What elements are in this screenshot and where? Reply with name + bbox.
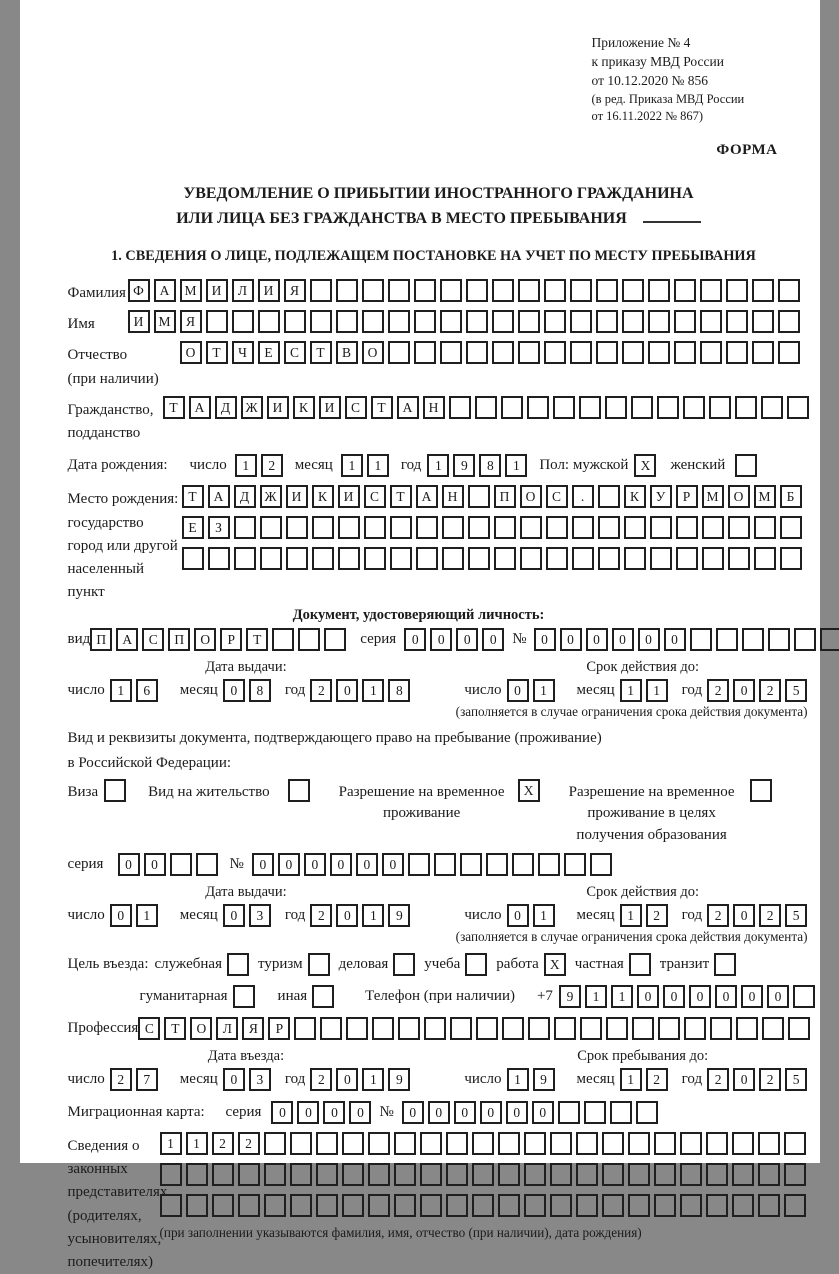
- series-label: серия: [226, 1102, 262, 1123]
- stay-month-boxes[interactable]: 1 2: [620, 1068, 672, 1091]
- migration-card-row: [68, 1101, 810, 1124]
- day-label: число: [68, 1069, 105, 1090]
- sex-female-label: женский: [670, 455, 725, 476]
- birth-year-boxes[interactable]: 1 9 8 1: [427, 454, 531, 477]
- residence-valid-month-boxes[interactable]: 1 2: [620, 904, 672, 927]
- id-issue-year-boxes[interactable]: 2 0 1 8: [310, 679, 414, 702]
- appendix-line-edition: (в ред. Приказа МВД России: [592, 91, 784, 109]
- residence-issue-day-boxes[interactable]: 0 1: [110, 904, 162, 927]
- year-label: год: [682, 680, 702, 701]
- birthplace-block: [68, 485, 810, 604]
- citizenship-label: Гражданство, подданство: [68, 396, 163, 446]
- residence-valid-year-boxes[interactable]: 2 0 2 5: [707, 904, 811, 927]
- purpose-item-other: иная: [278, 985, 335, 1008]
- id-document-header: Документ, удостоверяющий личность:: [68, 607, 770, 624]
- residence-doc-series-row: [68, 853, 810, 876]
- residence-number-boxes[interactable]: 0 0 0 0 0 0: [252, 853, 616, 876]
- birth-month-boxes[interactable]: 1 1: [341, 454, 393, 477]
- temp-permit-checkbox[interactable]: X: [518, 779, 540, 802]
- name-row: [68, 310, 810, 336]
- surname-row: [68, 279, 810, 305]
- birthplace-label: Место рождения: государство город или другой населенный пункт: [68, 485, 182, 604]
- migration-card-label: Миграционная карта:: [68, 1102, 226, 1123]
- id-valid-day-boxes[interactable]: 0 1: [507, 679, 559, 702]
- issue-caption: Дата выдачи:: [68, 884, 425, 901]
- citizenship-row: [68, 396, 810, 446]
- month-label: месяц: [295, 455, 333, 476]
- residence-doc-intro: [68, 726, 810, 777]
- birthplace-row3-boxes[interactable]: [182, 547, 806, 570]
- year-label: год: [285, 680, 305, 701]
- purpose-item-humanitarian: гуманитарная: [140, 985, 255, 1008]
- year-label: год: [401, 455, 421, 476]
- profession-label: Профессия: [68, 1018, 139, 1039]
- entry-month-boxes[interactable]: 0 3: [223, 1068, 275, 1091]
- id-number-label: №: [512, 629, 526, 650]
- id-document-row: [68, 628, 810, 651]
- entry-year-boxes[interactable]: 2 0 1 9: [310, 1068, 414, 1091]
- profession-boxes[interactable]: С Т О Л Я Р: [138, 1017, 814, 1040]
- purpose-other-checkbox[interactable]: [312, 985, 334, 1008]
- purpose-row2-phone: [140, 985, 810, 1008]
- surname-boxes[interactable]: Ф А М И Л И Я: [128, 279, 804, 302]
- day-label: число: [464, 1069, 501, 1090]
- residence-doc-dates: [68, 884, 810, 927]
- year-label: год: [682, 905, 702, 926]
- residence-permit-checkbox[interactable]: [288, 779, 310, 802]
- legal-reps-label: Сведения о законных представителях (родителях, усыновителях, попечителях): [68, 1132, 160, 1274]
- valid-caption: Срок действия до:: [464, 884, 821, 901]
- purpose-item-official: служебная: [154, 953, 249, 976]
- year-label: год: [682, 1069, 702, 1090]
- purpose-private-checkbox[interactable]: [629, 953, 651, 976]
- legal-reps-row3-boxes[interactable]: [160, 1194, 810, 1217]
- legal-reps-fields: [160, 1132, 810, 1241]
- year-label: год: [285, 1069, 305, 1090]
- id-series-label: серия: [360, 629, 396, 650]
- purpose-item-work: работа X: [496, 953, 566, 976]
- id-type-label: вид: [68, 629, 91, 650]
- name-boxes[interactable]: И М Я: [128, 310, 804, 333]
- visa-checkbox[interactable]: [104, 779, 126, 802]
- id-issue-cluster: [68, 659, 425, 702]
- day-label: число: [68, 680, 105, 701]
- purpose-item-business: деловая: [339, 953, 416, 976]
- valid-caption: Срок действия до:: [464, 659, 821, 676]
- birthdate-label: Дата рождения:: [68, 455, 190, 476]
- title-blank-underline: [643, 207, 701, 223]
- month-label: месяц: [577, 680, 615, 701]
- purpose-official-checkbox[interactable]: [227, 953, 249, 976]
- phone-digit-boxes[interactable]: 9 1 1 0 0 0 0 0 0: [559, 985, 819, 1008]
- appendix-line: Приложение № 4: [592, 34, 784, 53]
- birthplace-row2-boxes[interactable]: Е З: [182, 516, 806, 539]
- residence-issue-year-boxes[interactable]: 2 0 1 9: [310, 904, 414, 927]
- day-label: число: [68, 905, 105, 926]
- sex-male-checkbox[interactable]: X: [634, 454, 656, 477]
- purpose-item-transit: транзит: [660, 953, 736, 976]
- month-label: месяц: [180, 905, 218, 926]
- id-document-dates: [68, 659, 810, 702]
- forma-label: ФОРМА: [68, 142, 778, 159]
- birthdate-sex-row: [68, 454, 810, 477]
- sex-female-checkbox[interactable]: [735, 454, 757, 477]
- issue-caption: Дата выдачи:: [68, 659, 425, 676]
- form-title-line2: ИЛИ ЛИЦА БЕЗ ГРАЖДАНСТВА В МЕСТО ПРЕБЫВАНИЯ: [68, 206, 810, 232]
- residence-issue-month-boxes[interactable]: 0 3: [223, 904, 275, 927]
- day-label: число: [464, 905, 501, 926]
- residence-series-boxes[interactable]: 0 0: [118, 853, 222, 876]
- id-valid-year-boxes[interactable]: 2 0 2 5: [707, 679, 811, 702]
- stay-year-boxes[interactable]: 2 0 2 5: [707, 1068, 811, 1091]
- month-label: месяц: [577, 905, 615, 926]
- residence-permit-label: Вид на жительство: [148, 779, 269, 803]
- id-issue-month-boxes[interactable]: 0 8: [223, 679, 275, 702]
- birthplace-boxes: [182, 485, 806, 578]
- month-label: месяц: [180, 680, 218, 701]
- birthplace-row1-boxes[interactable]: Т А Д Ж И К И С Т А Н П О С . К У Р М О М Б: [182, 485, 806, 508]
- purpose-study-checkbox[interactable]: [465, 953, 487, 976]
- name-label: Имя: [68, 310, 128, 336]
- stay-caption: Срок пребывания до:: [464, 1048, 821, 1065]
- purpose-row: [68, 953, 810, 976]
- residence-issue-cluster: [68, 884, 425, 927]
- legal-reps-row2-boxes[interactable]: [160, 1163, 810, 1186]
- phone-label: Телефон (при наличии): [365, 986, 515, 1007]
- id-valid-month-boxes[interactable]: 1 1: [620, 679, 672, 702]
- id-series-boxes[interactable]: 0 0 0 0: [404, 628, 508, 651]
- profession-row: [68, 1017, 810, 1040]
- purpose-item-private: частная: [575, 953, 651, 976]
- sex-male-label: Пол: мужской: [539, 455, 628, 476]
- residence-valid-cluster: [464, 884, 821, 927]
- form-title: [68, 181, 810, 232]
- month-label: месяц: [180, 1069, 218, 1090]
- id-validity-note: (заполняется в случае ограничения срока действия документа): [68, 704, 808, 720]
- purpose-item-study: учеба: [424, 953, 487, 976]
- day-label: число: [190, 455, 227, 476]
- birth-day-boxes[interactable]: 1 2: [235, 454, 287, 477]
- appendix-line-edition: от 16.11.2022 № 867): [592, 108, 784, 126]
- citizenship-boxes[interactable]: Т А Д Ж И К И С Т А Н: [163, 396, 813, 419]
- purpose-humanitarian-checkbox[interactable]: [233, 985, 255, 1008]
- temp-permit-edu-checkbox[interactable]: [750, 779, 772, 802]
- id-issue-day-boxes[interactable]: 1 6: [110, 679, 162, 702]
- patronymic-boxes[interactable]: О Т Ч Е С Т В О: [180, 341, 804, 364]
- entry-caption: Дата въезда:: [68, 1048, 425, 1065]
- phone-prefix: +7: [537, 986, 553, 1007]
- surname-label: Фамилия: [68, 279, 128, 305]
- day-label: число: [464, 680, 501, 701]
- entry-stay-dates: [68, 1048, 810, 1091]
- migration-series-boxes[interactable]: 0 0 0 0: [271, 1101, 375, 1124]
- year-label: год: [285, 905, 305, 926]
- purpose-work-checkbox[interactable]: X: [544, 953, 566, 976]
- purpose-tourism-checkbox[interactable]: [308, 953, 330, 976]
- id-number-boxes[interactable]: 0 0 0 0 0 0: [534, 628, 839, 651]
- stay-until-cluster: [464, 1048, 821, 1091]
- purpose-business-checkbox[interactable]: [393, 953, 415, 976]
- appendix-reference: [592, 34, 784, 126]
- entry-date-cluster: [68, 1048, 425, 1091]
- entry-day-boxes[interactable]: 2 7: [110, 1068, 162, 1091]
- purpose-transit-checkbox[interactable]: [714, 953, 736, 976]
- temp-permit-edu-label: Разрешение на временное проживание в целях получения образования: [562, 779, 742, 847]
- id-type-boxes[interactable]: П А С П О Р Т: [90, 628, 350, 651]
- visa-label: Виза: [68, 779, 99, 803]
- id-valid-cluster: [464, 659, 821, 702]
- section1-title: 1. СВЕДЕНИЯ О ЛИЦЕ, ПОДЛЕЖАЩЕМ ПОСТАНОВКЕ НА УЧЕТ ПО МЕСТУ ПРЕБЫВАНИЯ: [68, 248, 800, 265]
- legal-reps-row1-boxes[interactable]: 1 1 2 2: [160, 1132, 810, 1155]
- appendix-line: к приказу МВД России: [592, 53, 784, 72]
- residence-doc-line2: в Российской Федерации:: [68, 751, 810, 777]
- purpose-item-tourism: туризм: [258, 953, 330, 976]
- form-title-line1: УВЕДОМЛЕНИЕ О ПРИБЫТИИ ИНОСТРАННОГО ГРАЖДАНИНА: [68, 181, 810, 207]
- arrival-notification-form: [20, 0, 820, 1163]
- patronymic-label: Отчество (при наличии): [68, 341, 180, 391]
- series-label: серия: [68, 854, 118, 875]
- migration-number-boxes[interactable]: 0 0 0 0 0 0: [402, 1101, 662, 1124]
- month-label: месяц: [577, 1069, 615, 1090]
- residence-doc-line1: Вид и реквизиты документа, подтверждающего право на пребывание (проживание): [68, 726, 810, 752]
- number-label: №: [230, 854, 244, 875]
- temp-permit-label: Разрешение на временное проживание: [332, 779, 512, 826]
- purpose-label: Цель въезда:: [68, 954, 149, 975]
- legal-reps-block: [68, 1132, 810, 1274]
- number-label: №: [379, 1102, 393, 1123]
- residence-doc-options: [68, 779, 810, 847]
- legal-reps-note: (при заполнении указываются фамилия, имя, отчество (при наличии), дата рождения): [160, 1225, 810, 1241]
- residence-validity-note: (заполняется в случае ограничения срока действия документа): [68, 929, 808, 945]
- appendix-line: от 10.12.2020 № 856: [592, 72, 784, 91]
- stay-day-boxes[interactable]: 1 9: [507, 1068, 559, 1091]
- residence-valid-day-boxes[interactable]: 0 1: [507, 904, 559, 927]
- patronymic-row: [68, 341, 810, 391]
